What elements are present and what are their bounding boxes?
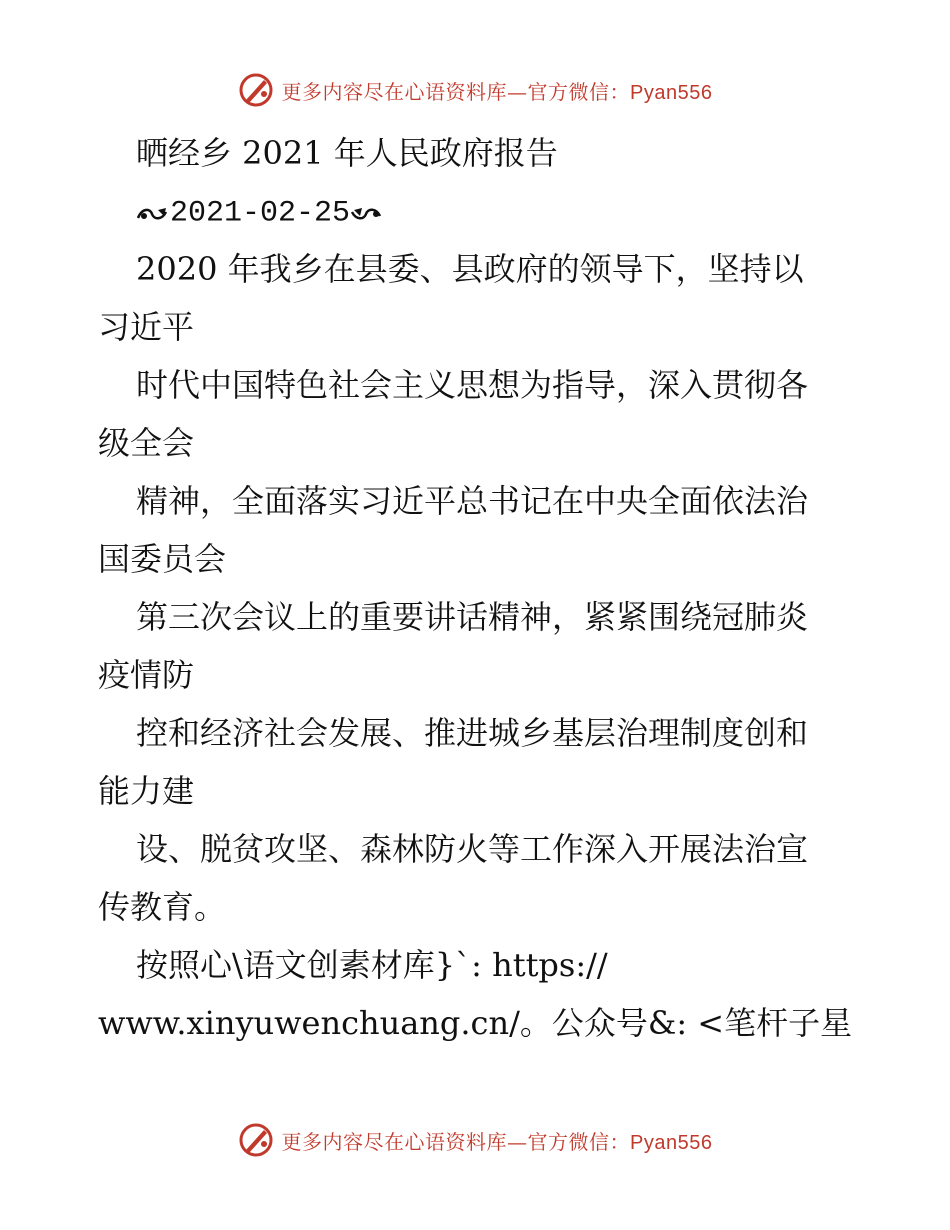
paragraph-line: 控和经济社会发展、推进城乡基层治理制度创和 (136, 714, 809, 752)
paragraph-line: 能力建 (98, 772, 195, 810)
footer-banner (0, 1118, 950, 1162)
banner-text: 更多内容尽在心语资料库—官方微信：Pyan556 (281, 1129, 713, 1154)
banner-text: 更多内容尽在心语资料库—官方微信：Pyan556 (281, 79, 713, 104)
paragraph-line: 级全会 (98, 424, 195, 462)
paragraph-line: 按照心\语文创素材库}`: https:// (136, 946, 608, 984)
paragraph-line: www.xinyuwenchuang.cn/。公众号&: <笔杆子星 (98, 1004, 853, 1042)
ornament-left-icon (136, 204, 170, 224)
ornament-right-icon (350, 204, 384, 224)
paragraph-line: 疫情防 (98, 656, 195, 694)
document-date: 2021-02-25 (170, 196, 351, 231)
paragraph-line: 设、脱贫攻坚、森林防火等工作深入开展法治宣 (136, 830, 809, 868)
paragraph-line: 第三次会议上的重要讲话精神，紧紧围绕冠肺炎 (136, 598, 809, 636)
pen-logo-icon (238, 72, 274, 108)
paragraph-line: 时代中国特色社会主义思想为指导，深入贯彻各 (136, 366, 809, 404)
header-banner (0, 68, 950, 112)
paragraph-line: 精神，全面落实习近平总书记在中央全面依法治 (136, 482, 809, 520)
paragraph-line: 传教育。 (98, 888, 227, 926)
pen-logo-icon (238, 1122, 274, 1158)
paragraph-line: 习近平 (98, 308, 195, 346)
paragraph-line: 2020 年我乡在县委、县政府的领导下，坚持以 (136, 250, 804, 288)
document-title: 晒经乡 2021 年人民政府报告 (136, 134, 558, 172)
document-body (98, 124, 858, 1052)
document-date-line (98, 182, 858, 240)
paragraph-line: 国委员会 (98, 540, 227, 578)
